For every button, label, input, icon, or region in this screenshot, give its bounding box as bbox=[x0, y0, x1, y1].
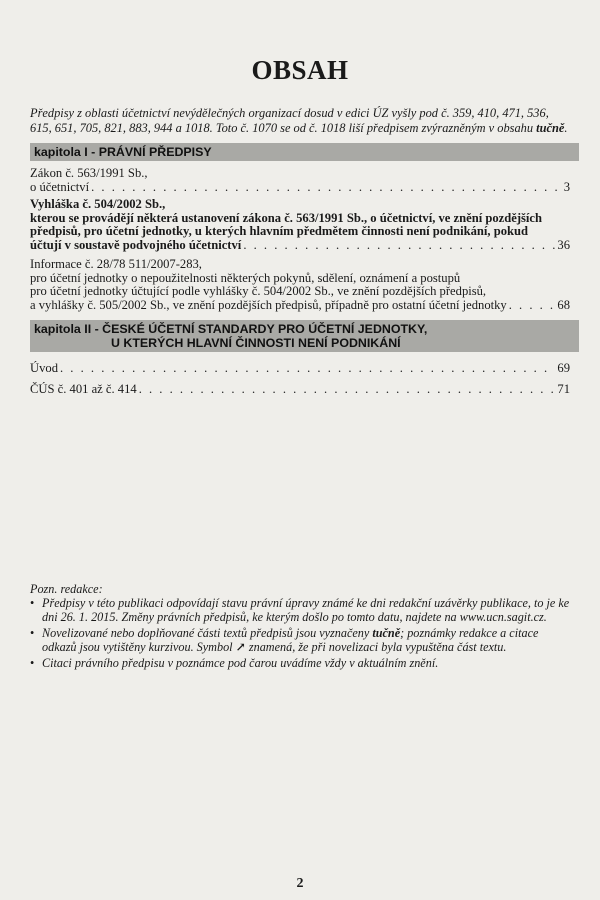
page-title: OBSAH bbox=[251, 55, 349, 85]
toc-entry-text: Úvod bbox=[30, 361, 58, 375]
toc-page-number: 68 bbox=[557, 297, 570, 312]
chapter-1-label: kapitola I - PRÁVNÍ PŘEDPISY bbox=[34, 145, 212, 159]
chapter-2-label-line1: kapitola II - ČESKÉ ÚČETNÍ STANDARDY PRO ÚČETNÍ JEDNOTKY, bbox=[34, 322, 428, 336]
toc-entry-dotline bbox=[30, 181, 570, 195]
toc-entry-text: účtují v soustavě podvojného účetnictví bbox=[30, 237, 242, 252]
note-text: ; poznámky redakce a citace odkazů jsou vytištěny kurzivou. Symbol bbox=[42, 626, 539, 654]
editorial-notes bbox=[30, 583, 572, 673]
toc-entry-dotline bbox=[30, 239, 570, 253]
note-text: znamená, že při novelizaci byla vypuštěna část textu. bbox=[245, 639, 507, 654]
intro-bold: tučně bbox=[536, 120, 565, 135]
toc-entry-line: Vyhláška č. 504/2002 Sb., bbox=[30, 197, 166, 211]
toc-page-number: 3 bbox=[563, 179, 570, 194]
chapter-2-heading bbox=[30, 320, 579, 352]
dot-leader bbox=[509, 299, 556, 313]
dot-leader bbox=[139, 383, 556, 397]
note-bold: tučně bbox=[372, 626, 401, 641]
toc-entry-uvod[interactable] bbox=[30, 362, 570, 376]
note-text: Předpisy v této publikaci odpovídají stavu právní úpravy známé ke dni redakční uzávěrky publikace, to je ke dni 26. 1. 2015. Změny právních předpisů, ke kterým došlo po tomto datu, najdete na www.ucn.sagit.cz. bbox=[42, 596, 570, 624]
intro-end: . bbox=[564, 120, 568, 135]
toc-entry-line: Zákon č. 563/1991 Sb., bbox=[30, 166, 148, 180]
notes-list bbox=[30, 597, 572, 670]
note-text: Citaci právního předpisu v poznámce pod čarou uvádíme vždy v aktuálním znění. bbox=[42, 656, 439, 671]
toc-entry-vyhlaska[interactable] bbox=[30, 198, 570, 252]
toc-entry-cus[interactable] bbox=[30, 383, 570, 397]
notes-heading: Pozn. redakce: bbox=[30, 582, 103, 596]
dot-leader bbox=[91, 181, 562, 195]
toc-page-number: 69 bbox=[557, 361, 570, 375]
intro-text: Předpisy z oblasti účetnictví nevýdělečných organizací dosud v edici ÚZ vyšly pod č. 359, 410, 471, 536, 615, 651, 705, 821, 883, 944 a 1018. Toto č. 1070 se od č. 1018 liší předpisem zvýrazněným v obsahu bbox=[30, 106, 549, 135]
omission-arrow-icon: ↗ bbox=[235, 639, 246, 654]
toc-page-number: 71 bbox=[557, 382, 570, 396]
toc-entry-text: o účetnictví bbox=[30, 179, 90, 194]
toc-entry-line: předpisů, pro účetní jednotky, u kterých hlavním předmětem činnosti není podnikání, pokud bbox=[30, 224, 529, 239]
page-number: 2 bbox=[296, 876, 304, 891]
toc-page-number: 36 bbox=[557, 237, 570, 252]
note-item bbox=[30, 657, 572, 670]
toc-entry-line: kterou se provádějí některá ustanovení zákona č. 563/1991 Sb., o účetnictví, ve znění pozdějších bbox=[30, 210, 543, 225]
toc-entry-text: ČÚS č. 401 až č. 414 bbox=[30, 382, 137, 396]
note-item bbox=[30, 597, 572, 624]
toc-entry-text: a vyhlášky č. 505/2002 Sb., ve znění pozdějších předpisů, případně pro ostatní účetní jednotky bbox=[30, 297, 507, 312]
note-item bbox=[30, 627, 572, 654]
toc-entry-dotline bbox=[30, 383, 570, 397]
dot-leader bbox=[243, 239, 555, 253]
toc-entry-line: Informace č. 28/78 511/2007-283, bbox=[30, 257, 202, 271]
chapter-1-heading bbox=[30, 143, 579, 161]
intro-paragraph bbox=[30, 106, 570, 135]
toc-entry-dotline bbox=[30, 299, 570, 313]
chapter-2-label-line2: U KTERÝCH HLAVNÍ ČINNOSTI NENÍ PODNIKÁNÍ bbox=[111, 336, 401, 350]
toc-entry-zakon[interactable] bbox=[30, 167, 570, 194]
toc-entry-line: pro účetní jednotky o nepoužitelnosti některých pokynů, sdělení, oznámení a postupů bbox=[30, 270, 461, 285]
toc-entry-dotline bbox=[30, 362, 570, 376]
dot-leader bbox=[60, 362, 555, 376]
note-text: Novelizované nebo doplňované části textů předpisů jsou vyznačeny bbox=[42, 626, 373, 641]
toc-entry-informace[interactable] bbox=[30, 258, 570, 312]
toc-entry-line: pro účetní jednotky účtující podle vyhlášky č. 504/2002 Sb., ve znění pozdějších předpisů, bbox=[30, 284, 487, 299]
